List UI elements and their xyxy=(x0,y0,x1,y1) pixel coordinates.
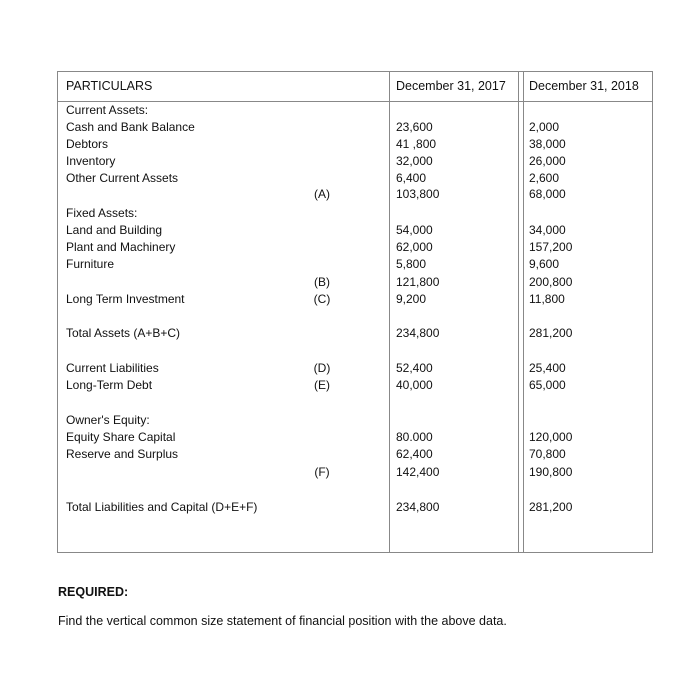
row-value-2018: 120,000 xyxy=(529,430,573,444)
row-label: Total Liabilities and Capital (D+E+F) xyxy=(66,500,258,514)
row-label: Equity Share Capital xyxy=(66,430,176,444)
row-value-2017: 62,000 xyxy=(396,240,433,254)
row-value-2017: 54,000 xyxy=(396,223,433,237)
row-value-2017: 121,800 xyxy=(396,275,440,289)
row-value-2018: 281,200 xyxy=(529,500,573,514)
row-value-2017: 23,600 xyxy=(396,120,433,134)
row-label: Owner's Equity: xyxy=(66,413,150,427)
row-label: Plant and Machinery xyxy=(66,240,176,254)
required-heading: REQUIRED: xyxy=(58,585,129,599)
row-value-2018: 2,000 xyxy=(529,120,560,134)
row-value-2017: 52,400 xyxy=(396,361,433,375)
row-value-2017: 5,800 xyxy=(396,257,427,271)
row-value-2018: 9,600 xyxy=(529,257,560,271)
row-label: Fixed Assets: xyxy=(66,206,138,220)
row-value-2017: 234,800 xyxy=(396,500,440,514)
row-value-2018: 34,000 xyxy=(529,223,566,237)
row-value-2017: 142,400 xyxy=(396,465,440,479)
row-value-2018: 157,200 xyxy=(529,240,573,254)
row-marker: (C) xyxy=(313,292,331,306)
row-label: Long Term Investment xyxy=(66,292,185,306)
row-label: Other Current Assets xyxy=(66,171,179,185)
row-label: Total Assets (A+B+C) xyxy=(66,326,181,340)
row-value-2018: 281,200 xyxy=(529,326,573,340)
row-value-2017: 41 ,800 xyxy=(396,137,437,151)
row-label: Land and Building xyxy=(66,223,163,237)
row-label: Reserve and Surplus xyxy=(66,447,179,461)
row-marker: (D) xyxy=(313,361,331,375)
column-divider-2017 xyxy=(518,72,519,552)
row-value-2018: 38,000 xyxy=(529,137,566,151)
row-value-2018: 68,000 xyxy=(529,187,566,201)
column-divider-2018 xyxy=(523,72,524,552)
row-value-2017: 9,200 xyxy=(396,292,427,306)
row-value-2017: 32,000 xyxy=(396,154,433,168)
row-label: Inventory xyxy=(66,154,116,168)
row-value-2017: 80.000 xyxy=(396,430,433,444)
header-dec-2017: December 31, 2017 xyxy=(396,79,506,93)
column-divider-particulars xyxy=(389,72,390,552)
row-value-2017: 40,000 xyxy=(396,378,433,392)
row-value-2017: 6,400 xyxy=(396,171,427,185)
instruction-text: Find the vertical common size statement of financial position with the above data. xyxy=(58,614,507,628)
row-label: Current Liabilities xyxy=(66,361,159,375)
row-label: Long-Term Debt xyxy=(66,378,153,392)
row-value-2018: 2,600 xyxy=(529,171,560,185)
row-label: Cash and Bank Balance xyxy=(66,120,195,134)
row-value-2018: 190,800 xyxy=(529,465,573,479)
row-value-2018: 26,000 xyxy=(529,154,566,168)
row-value-2017: 234,800 xyxy=(396,326,440,340)
header-particulars: PARTICULARS xyxy=(66,79,153,93)
row-value-2018: 200,800 xyxy=(529,275,573,289)
row-value-2018: 65,000 xyxy=(529,378,566,392)
header-dec-2018: December 31, 2018 xyxy=(529,79,639,93)
row-marker: (A) xyxy=(314,187,330,201)
row-marker: (B) xyxy=(314,275,330,289)
row-value-2017: 62,400 xyxy=(396,447,433,461)
row-label: Debtors xyxy=(66,137,109,151)
row-label: Furniture xyxy=(66,257,115,271)
row-value-2018: 70,800 xyxy=(529,447,566,461)
row-value-2018: 25,400 xyxy=(529,361,566,375)
row-label: Current Assets: xyxy=(66,103,149,117)
row-value-2018: 11,800 xyxy=(529,292,565,306)
row-marker: (E) xyxy=(314,378,330,392)
row-value-2017: 103,800 xyxy=(396,187,440,201)
row-marker: (F) xyxy=(314,465,330,479)
